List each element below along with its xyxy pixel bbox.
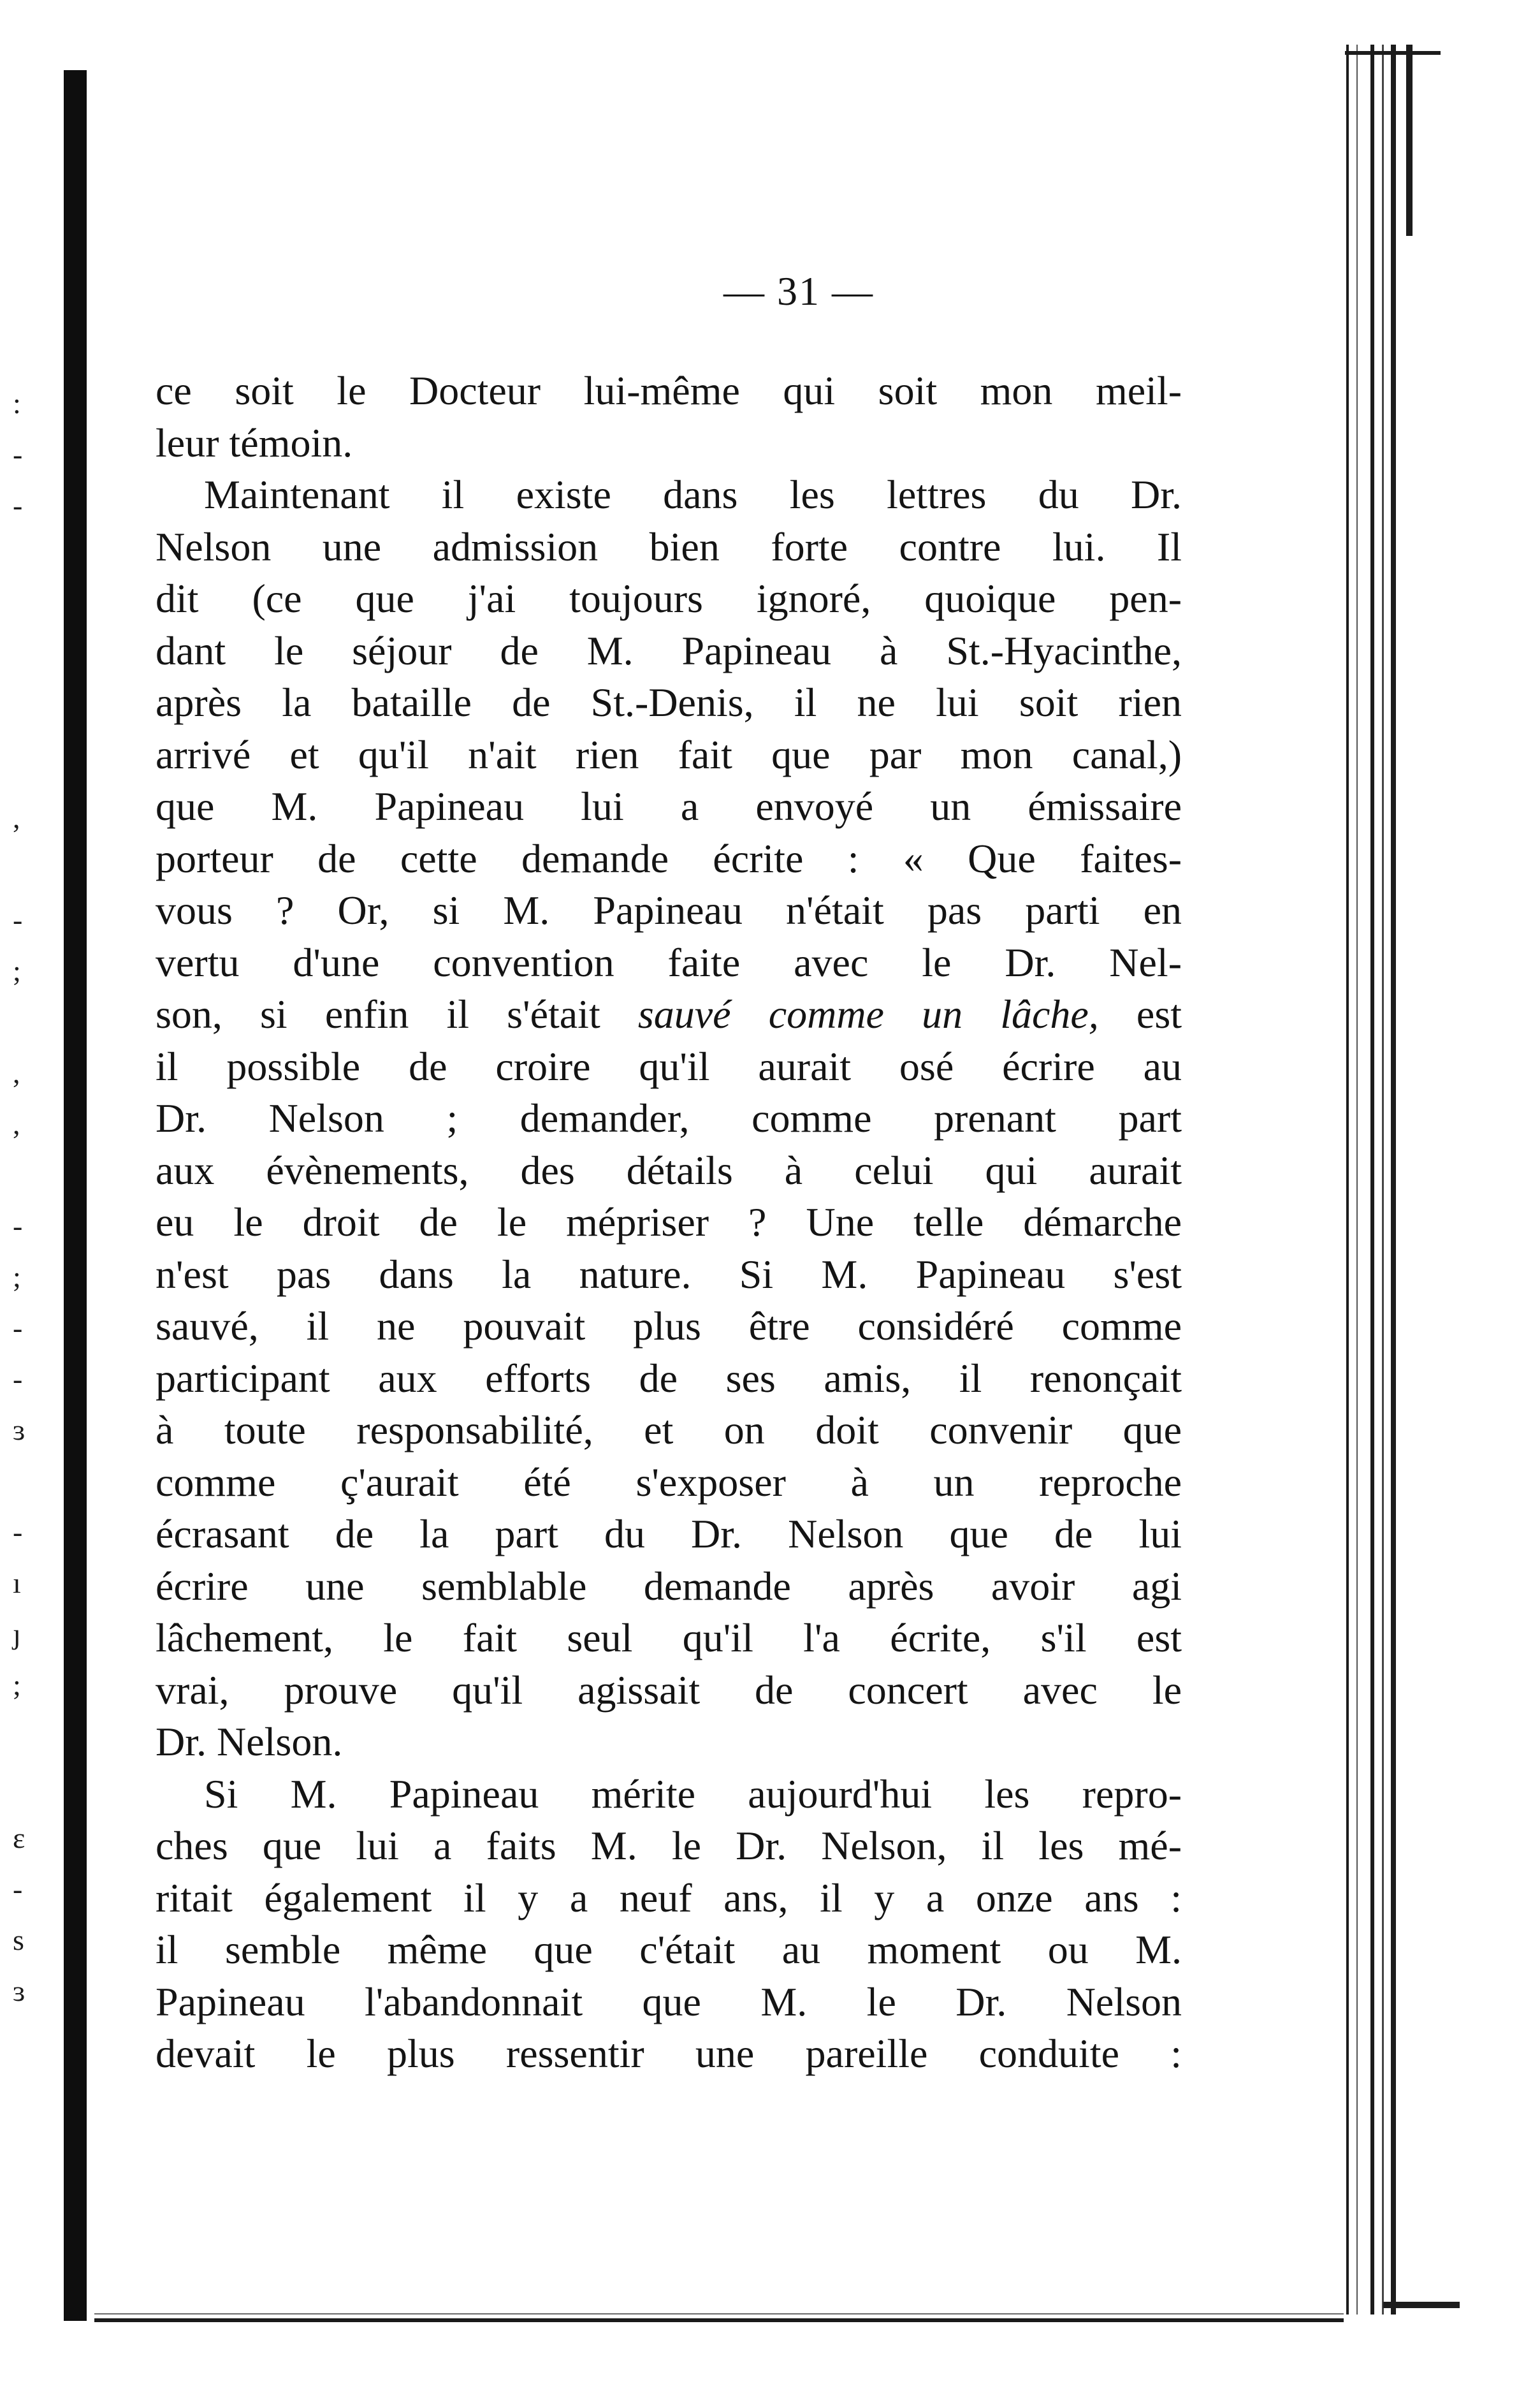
text-line: devait le plus ressentir une pareille conduite : xyxy=(156,2031,1182,2076)
text-line: eu le droit de le mépriser ? Une telle démarche xyxy=(156,1199,1182,1245)
italic-phrase: sauvé comme un lâche, xyxy=(637,991,1099,1037)
text-line: porteur de cette demande écrite : « Que faites- xyxy=(156,835,1182,881)
text-line: Maintenant il existe dans les lettres du Dr. xyxy=(204,472,1182,517)
text-line: ritait également il y a neuf ans, il y a onze ans : xyxy=(156,1875,1182,1920)
text-line-with-italic xyxy=(156,988,1182,1041)
text-line: que M. Papineau lui a envoyé un émissaire xyxy=(156,784,1182,829)
right-gutter-edge xyxy=(1345,45,1540,2327)
page-number: — 31 — xyxy=(723,268,874,314)
text-line: il possible de croire qu'il aurait osé écrire au xyxy=(156,1043,1182,1089)
text-line: ches que lui a faits M. le Dr. Nelson, il les mé- xyxy=(156,1823,1182,1868)
text-line: leur témoin. xyxy=(156,420,353,465)
text-line: arrivé et qu'il n'ait rien fait que par mon canal,) xyxy=(156,731,1182,777)
paragraph xyxy=(156,365,1182,469)
text-line: Dr. Nelson. xyxy=(156,1719,343,1764)
paragraph xyxy=(156,469,1182,1768)
text-line: vrai, prouve qu'il agissait de concert avec le xyxy=(156,1667,1182,1713)
text-line: participant aux efforts de ses amis, il renonçait xyxy=(156,1355,1182,1401)
text-line: après la bataille de St.-Denis, il ne lui soit rien xyxy=(156,680,1182,725)
text-line: dit (ce que j'ai toujours ignoré, quoique pen- xyxy=(156,576,1182,621)
bottom-rule-shadow xyxy=(94,2313,1344,2315)
text-line: vertu d'une convention faite avec le Dr. Nel- xyxy=(156,939,1182,985)
binding-edge xyxy=(64,70,87,2321)
text-line: n'est pas dans la nature. Si M. Papineau s'est xyxy=(156,1251,1182,1297)
facing-page-margin-marks: : - - , - ; , , - ; - - ɜ - ı ȷ ; ɛ - s ɜ xyxy=(13,387,25,2007)
text-line: écrire une semblable demande après avoir agi xyxy=(156,1563,1182,1609)
text-line: aux évènements, des détails à celui qui aurait xyxy=(156,1147,1182,1193)
text-line: à toute responsabilité, et on doit convenir que xyxy=(156,1407,1182,1452)
text-line: comme ç'aurait été s'exposer à un reproche xyxy=(156,1459,1182,1505)
text-line: Papineau l'abandonnait que M. le Dr. Nelson xyxy=(156,1978,1182,2024)
text-fragment: est xyxy=(1098,991,1182,1037)
text-line: Nelson une admission bien forte contre lui. Il xyxy=(156,523,1182,569)
text-line: sauvé, il ne pouvait plus être considéré comme xyxy=(156,1303,1182,1349)
text-line: ce soit le Docteur lui-même qui soit mon meil- xyxy=(156,368,1182,413)
text-line: il semble même que c'était au moment ou M. xyxy=(156,1927,1182,1972)
text-line: dant le séjour de M. Papineau à St.-Hyacinthe, xyxy=(156,627,1182,673)
text-line: écrasant de la part du Dr. Nelson que de lui xyxy=(156,1511,1182,1556)
text-line: Dr. Nelson ; demander, comme prenant part xyxy=(156,1095,1182,1141)
text-line: vous ? Or, si M. Papineau n'était pas parti en xyxy=(156,888,1182,933)
bottom-rule xyxy=(94,2318,1344,2322)
paragraph xyxy=(156,1768,1182,2080)
text-line: lâchement, le fait seul qu'il l'a écrite, s'il est xyxy=(156,1615,1182,1660)
text-fragment: son, si enfin il s'était xyxy=(156,991,638,1037)
body-text xyxy=(156,365,1182,2080)
text-line: Si M. Papineau mérite aujourd'hui les repro- xyxy=(204,1771,1182,1817)
